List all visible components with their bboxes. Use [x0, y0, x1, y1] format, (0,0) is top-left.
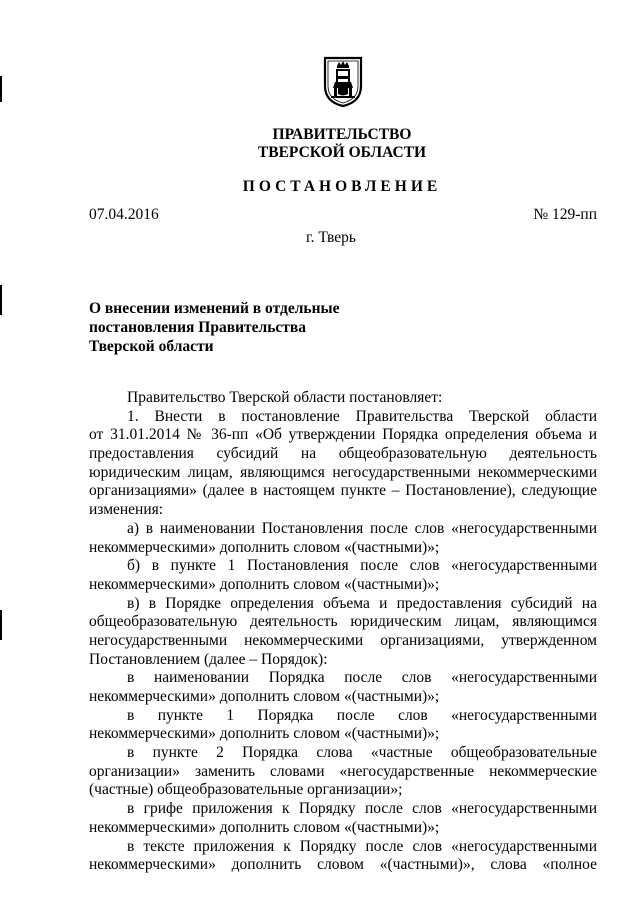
- document-number: № 129-пп: [533, 206, 597, 223]
- body-line: от 31.01.2014 № 36-пп «Об утверждении Порядка определения объема и: [89, 426, 597, 444]
- body-line: (частные) общеобразовательные организации»;: [89, 781, 403, 799]
- body-line: организациями» (далее в настоящем пункте – Постановление), следующие: [89, 482, 597, 500]
- body-line: 1. Внести в постановление Правительства Тверской области: [127, 407, 597, 425]
- body-line: в наименовании Порядка после слов «негосударственными: [127, 669, 597, 687]
- tver-coat-of-arms-icon: [323, 56, 363, 108]
- document-subject: [89, 299, 340, 356]
- body-line: некоммерческими» дополнить словом «(частными)», слова «полное: [89, 856, 597, 874]
- org-name-line1: ПРАВИТЕЛЬСТВО: [272, 126, 412, 143]
- scan-edge-mark: [0, 285, 2, 315]
- document-city: г. Тверь: [306, 229, 356, 246]
- body-line: некоммерческими» дополнить словом «(частными)»;: [89, 688, 440, 705]
- scan-edge-mark: [0, 610, 2, 640]
- body-line: юридическим лицам, являющимся негосударственными некоммерческими: [89, 463, 597, 481]
- document-date: 07.04.2016: [89, 206, 159, 223]
- subject-line: О внесении изменений в отдельные: [89, 300, 340, 317]
- body-line: общеобразовательную деятельность юридическим лицам, являющимся: [89, 613, 597, 631]
- body-line: организации» заменить словами «негосударственные некоммерческие: [89, 762, 597, 780]
- subject-line: постановления Правительства: [89, 319, 306, 336]
- body-line: некоммерческими» дополнить словом «(частными)»;: [89, 818, 440, 836]
- body-line: в грифе приложения к Порядку после слов «негосударственными: [127, 800, 597, 818]
- document-body: [89, 389, 597, 875]
- subject-line: Тверской области: [89, 338, 214, 355]
- body-line: предоставления субсидий на общеобразовательную деятельность: [89, 445, 597, 463]
- body-line: в пункте 1 Порядка после слов «негосударственными: [127, 706, 597, 724]
- body-line: Постановлением (далее – Порядок):: [89, 650, 328, 668]
- body-line: в) в Порядке определения объема и предоставления субсидий на: [127, 594, 597, 612]
- body-line: в пункте 2 Порядка слова «частные общеобразовательные: [127, 744, 597, 762]
- org-name-line2: ТВЕРСКОЙ ОБЛАСТИ: [257, 144, 427, 161]
- body-line: в тексте приложения к Порядку после слов «негосударственными: [127, 837, 597, 855]
- body-line: негосударственными некоммерческими организациями, утвержденном: [89, 631, 597, 649]
- body-line: некоммерческими» дополнить словом «(частными)»;: [89, 538, 440, 556]
- scan-edge-mark: [0, 76, 2, 102]
- body-line: изменения:: [89, 501, 164, 519]
- body-line: а) в наименовании Постановления после слов «негосударственными: [127, 519, 597, 537]
- body-line: Правительство Тверской области постановляет:: [127, 389, 443, 406]
- body-line: б) в пункте 1 Постановления после слов «негосударственными: [127, 557, 597, 575]
- document-type: ПОСТАНОВЛЕНИЕ: [242, 178, 442, 195]
- body-line: некоммерческими» дополнить словом «(частными)»;: [89, 725, 440, 743]
- body-line: некоммерческими» дополнить словом «(частными)»;: [89, 575, 440, 593]
